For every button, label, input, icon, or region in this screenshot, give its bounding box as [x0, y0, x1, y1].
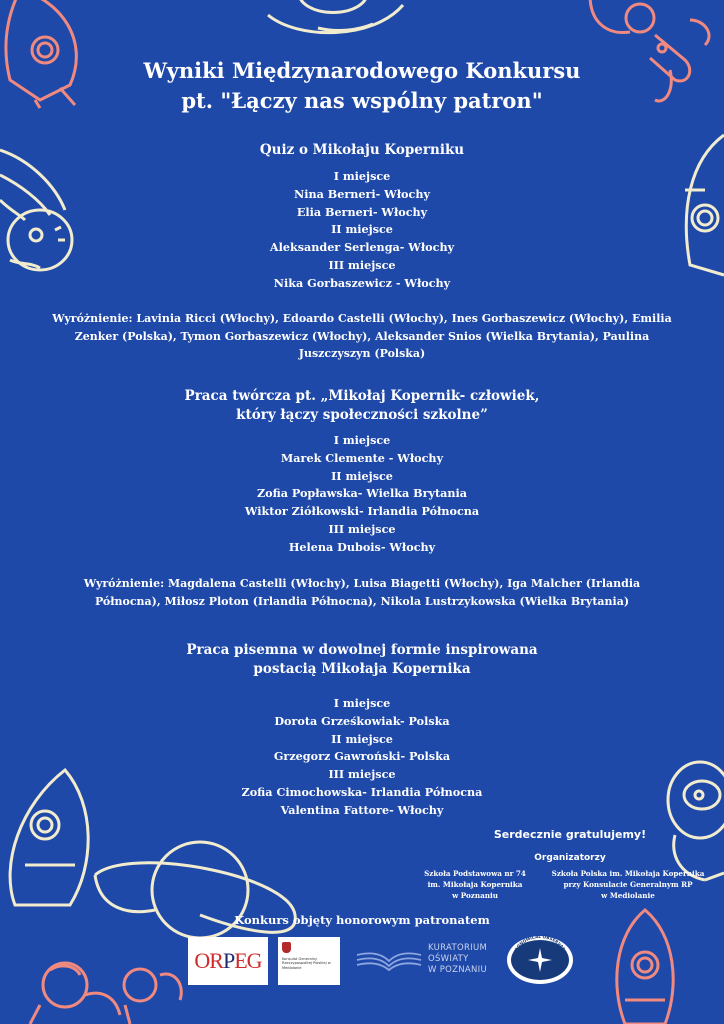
open-book-icon: [355, 949, 423, 971]
consulate-logo: [278, 937, 340, 985]
result-line: Aleksander Serlenga- Włochy: [269, 240, 455, 255]
result-line: II miejsce: [331, 222, 393, 237]
consulate-logo-text: Konsulat Generalny Rzeczypospolitej Polskiej w Mediolanie: [282, 957, 331, 970]
result-line: II miejsce: [331, 731, 393, 746]
organizer-line: Szkoła Polska im. Mikołaja Kopernika: [551, 869, 705, 878]
section-quiz-results: [0, 168, 724, 293]
section-writing-title-line-1: Praca pisemna w dowolnej formie inspirowana: [186, 642, 538, 658]
section-writing-title-line-2: postacią Mikołaja Kopernika: [253, 661, 471, 677]
polish-eagle-icon: [282, 942, 291, 953]
title-line-2: pt. "Łączy nas wspólny patron": [181, 88, 543, 113]
organizer-line: w Mediolanie: [601, 891, 655, 900]
result-line: Dorota Grześkowiak- Polska: [274, 713, 450, 728]
organizer-line: w Poznaniu: [452, 891, 498, 900]
result-line: I miejsce: [333, 696, 391, 710]
orpeg-logo-text: ORPEG: [194, 948, 262, 973]
svg-text:Adam Mickiewicz University POZ: dam Mickiewicz University POZNA: [516, 964, 564, 981]
result-line: Zofia Popławska- Wielka Brytania: [256, 486, 468, 501]
organizer-line: przy Konsulacie Generalnym RP: [563, 880, 693, 889]
result-line: III miejsce: [328, 521, 396, 536]
kuratorium-logo-text: KURATORIUM OŚWIATY W POZNANIU: [428, 943, 488, 975]
section-creative-honors: Wyróżnienie: Magdalena Castelli (Włochy), Luisa Biagetti (Włochy), Iga Malcher (Irlandia Północna), Miłosz Ploton (Irlandia Północna), Nikola Lustrzykowska (Wielka Brytania): [83, 577, 641, 608]
organizers-heading: Organizatorzy: [534, 853, 606, 863]
astronomical-observatory-logo: [505, 935, 575, 985]
result-line: Nina Berneri- Włochy: [294, 186, 430, 201]
result-line: Grzegorz Gawroński- Polska: [273, 749, 451, 764]
organizer-poznan: [405, 868, 545, 901]
result-line: Elia Berneri- Włochy: [296, 204, 428, 219]
result-line: Valentina Fattore- Włochy: [280, 802, 444, 817]
title-line-1: Wyniki Międzynarodowego Konkursu: [143, 58, 581, 83]
result-line: III miejsce: [328, 767, 396, 782]
section-creative-title-line-1: Praca twórcza pt. „Mikołaj Kopernik- człowiek,: [184, 388, 540, 404]
result-line: I miejsce: [333, 433, 391, 447]
section-creative-results: [0, 432, 724, 557]
section-creative-title-line-2: który łączy społeczności szkolne”: [236, 407, 488, 423]
result-line: I miejsce: [333, 169, 391, 183]
result-line: Marek Clemente - Włochy: [280, 450, 444, 465]
congratulations-text: Serdecznie gratulujemy!: [493, 828, 647, 841]
result-line: II miejsce: [331, 468, 393, 483]
section-quiz-honors: Wyróżnienie: Lavinia Ricci (Włochy), Edoardo Castelli (Włochy), Ines Gorbaszewicz (Włochy), Emilia Zenker (Polska), Tymon Gorbaszewicz (Włochy), Aleksander Snios (Wielka Brytania), Paulina Juszczyszyn (Polska): [52, 312, 672, 360]
result-line: Nika Gorbaszewicz - Włochy: [273, 275, 451, 290]
result-line: III miejsce: [328, 257, 396, 272]
organizer-line: im. Mikołaja Kopernika: [427, 880, 523, 889]
section-quiz-title: Quiz o Mikołaju Koperniku: [259, 142, 465, 158]
result-line: Helena Dubois- Włochy: [288, 539, 436, 554]
svg-text:ASTRONOMICAL OBSERVATORY: ASTRONOMICAL OBSERVATORY: [510, 935, 570, 961]
patronage-heading: Konkurs objęty honorowym patronatem: [234, 913, 490, 927]
organizer-line: Szkoła Podstawowa nr 74: [424, 869, 526, 878]
result-line: Wiktor Ziółkowski- Irlandia Północna: [244, 504, 480, 519]
page-title: [0, 56, 724, 116]
section-writing-title: [0, 641, 724, 679]
result-line: Zofia Cimochowska- Irlandia Północna: [241, 784, 483, 799]
kuratorium-logo: [355, 937, 495, 985]
organizer-milan: [543, 868, 713, 901]
section-creative-title: [0, 387, 724, 425]
orpeg-logo: [188, 937, 268, 985]
section-writing-results: [0, 695, 724, 820]
